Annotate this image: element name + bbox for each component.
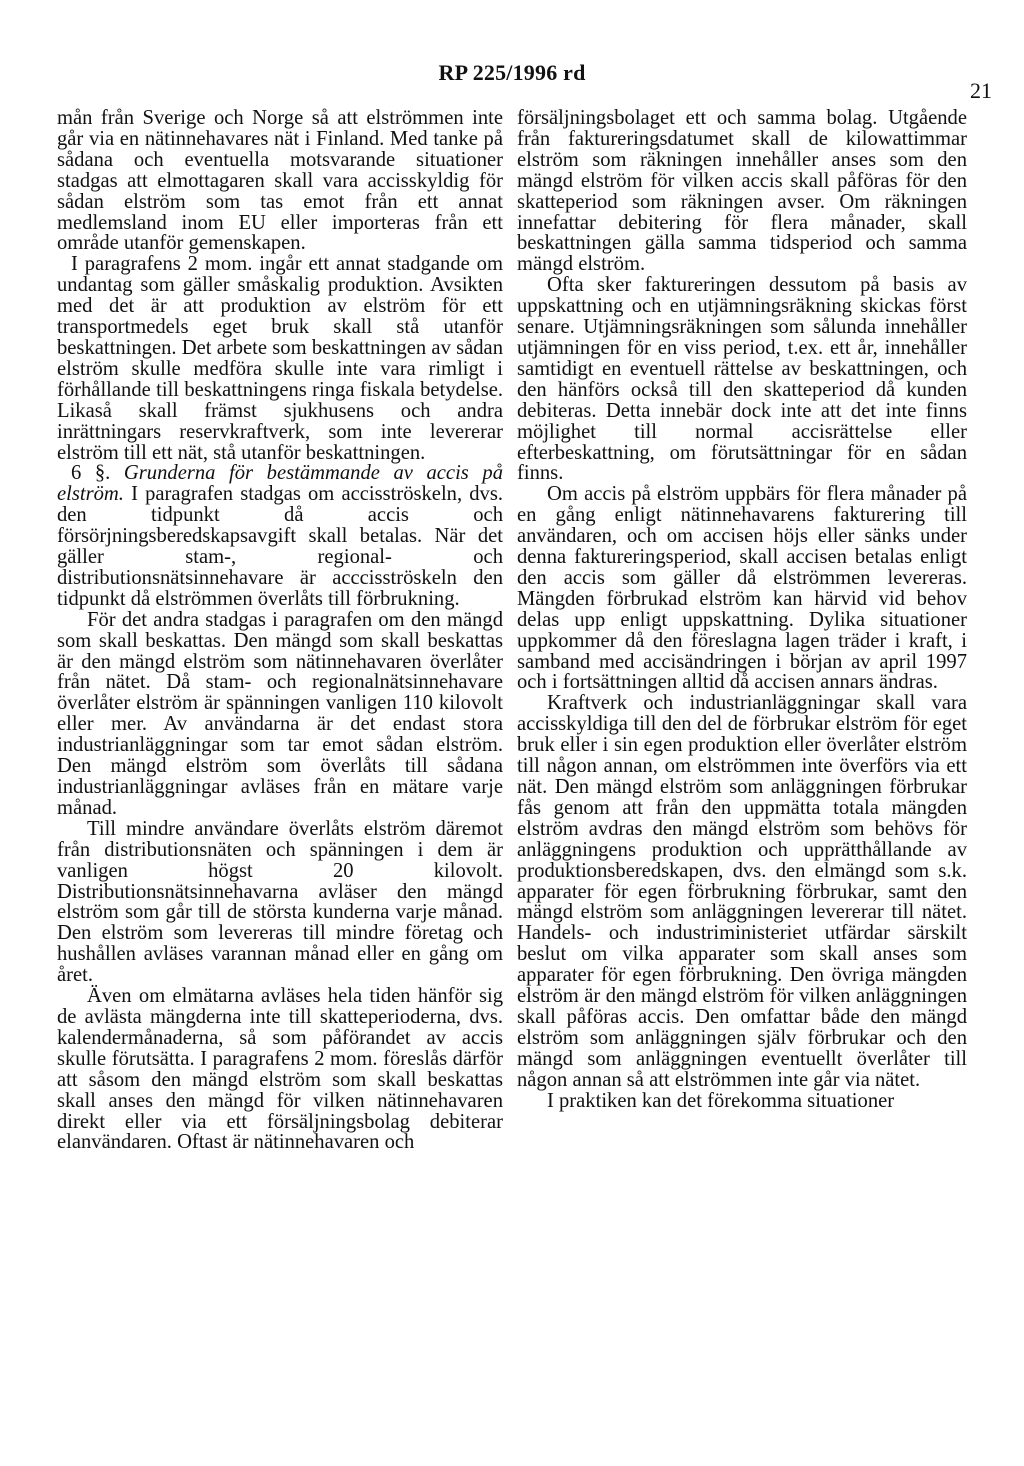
paragraph: försäljningsbolaget ett och samma bolag. Utgående från faktureringsdatumet skall de kilowattimmar elström som räkningen innehåller anses som den mängd elström för vilken accis skall påföras för den skatteperiod som räkningen avser. Om räkningen innefattar debitering för flera månader, skall beskattningen gälla samma tidsperiod och samma mängd elström. (517, 107, 967, 276)
document-title: RP 225/1996 rd (438, 60, 586, 85)
section-paragraph (57, 463, 503, 609)
paragraph: I paragrafens 2 mom. ingår ett annat stadgande om undantag som gäller småskalig produktion. Avsikten med det är att produktion av elström för ett transportmedels eget bruk skall stå utanför beskattningen. Det arbete som beskattningen av sådan elström skulle medföra skulle inte vara rimligt i förhållande till beskattningens ringa fiskala betydelse. Likaså skall främst sjukhusens och andra inrättningars reservkraftverk, som inte levererar elström till ett nät, stå utanför beskattningen. (57, 253, 503, 464)
paragraph: mån från Sverige och Norge så att elströmmen inte går via en nätinnehavares nät i Finland. Med tanke på sådana och eventuella motsvarande situationer stadgas att elmottagaren skall vara accisskyldig för sådan elström som tas emot från ett annat medlemsland inom EU eller importeras från ett område utanför gemenskapen. (57, 107, 503, 255)
paragraph: För det andra stadgas i paragrafen om den mängd som skall beskattas. Den mängd som skall beskattas är den mängd elström som nätinnehavaren överlåter från nätet. Då stam- och regionalnätsinnehavare överlåter elström är spänningen vanligen 110 kilovolt eller mer. Av användarna är det endast stora industrianläggningar som tar emot sådan elström. Den mängd elström som överlåts till sådana industrianläggningar avläses från en mätare varje månad. (57, 608, 503, 819)
left-column (57, 108, 503, 1153)
page-header (0, 60, 1024, 86)
paragraph: Om accis på elström uppbärs för flera månader på en gång enligt nätinnehavarens fakturering till användaren, och om accisen höjs eller sänks under denna faktureringsperiod, skall accisen betalas enligt den accis som gäller då elströmmen levereras. Mängden förbrukad elström kan härvid vid behov delas upp enligt uppskattning. Dylika situationer uppkommer då den föreslagna lagen träder i kraft, i samband med accisändringen i början av april 1997 och i fortsättningen alltid då accisen annars ändras. (517, 483, 967, 694)
paragraph: I praktiken kan det förekomma situationer (547, 1089, 895, 1112)
page-number: 21 (970, 78, 992, 103)
section-number: 6 §. (71, 462, 124, 485)
section-text: I paragrafen stadgas om accisströskeln, dvs. den tidpunkt då accis och försörjningsberedskapsavgift skall betalas. När det gäller stam-, regional- och distributionsnätsinnehavare är acccisströskeln den tidpunkt då elströmmen överlåts till förbrukning. (57, 483, 503, 610)
paragraph: Till mindre användare överlåts elström däremot från distributionsnäten och spänningen i dem är vanligen högst 20 kilovolt. Distributionsnätsinnehavarna avläser den mängd elström som går till de största kunderna varje månad. Den elström som levereras till mindre företag och hushållen avläses varannan månad eller en gång om året. (57, 817, 503, 987)
paragraph: Även om elmätarna avläses hela tiden hänför sig de avlästa mängderna inte till skatteperioderna, dvs. kalendermånaderna, så som påförandet av accis skulle förutsätta. I paragrafens 2 mom. föreslås därför att såsom den mängd elström som skall beskattas skall anses den mängd för vilken nätinnehavaren direkt eller via ett försäljningsbolag debiterar elanvändaren. Oftast är nätinnehavaren och (57, 985, 503, 1154)
paragraph: Ofta sker faktureringen dessutom på basis av uppskattning och en utjämningsräkning skickas först senare. Utjämningsräkningen som sålunda innehåller utjämningen för en viss period, t.ex. ett år, innehåller samtidigt en eventuell rättelse av beskattningen, och den hänförs också till den skatteperiod då kunden debiteras. Detta innebär dock inte att det inte finns möjlighet till normal accisrättelse eller efterbeskattning, om förutsättningar för en sådan finns. (517, 274, 967, 485)
right-column (517, 108, 967, 1112)
paragraph: Kraftverk och industrianläggningar skall vara accisskyldiga till den del de förbrukar elström för eget bruk eller i sin egen produktion eller överlåter elström till någon annan, om elströmmen inte överförs via ett nät. Den mängd elström som anläggningen förbrukar fås genom att från den uppmätta totala mängden elström avdras den mängd elström som behövs för anläggningens produktion och upprätthållande av produktionsberedskapen, dvs. den elmängd som s.k. apparater för egen förbrukning förbrukar, samt den mängd elström som anläggningen levererar till nätet. Handels- och industriministeriet utfärdar särskilt beslut om vilka apparater som skall anses som apparater för egen förbrukning. Den övriga mängden elström är den mängd elström för vilken anläggningen skall påföras accis. Den omfattar både den mängd elström som anläggningen själv förbrukar och den mängd som anläggningen eventuellt överlåter till någon annan så att elströmmen inte går via nätet. (517, 692, 967, 1091)
section-heading: Grunderna för bestämmande av accis på elström. (57, 462, 503, 506)
